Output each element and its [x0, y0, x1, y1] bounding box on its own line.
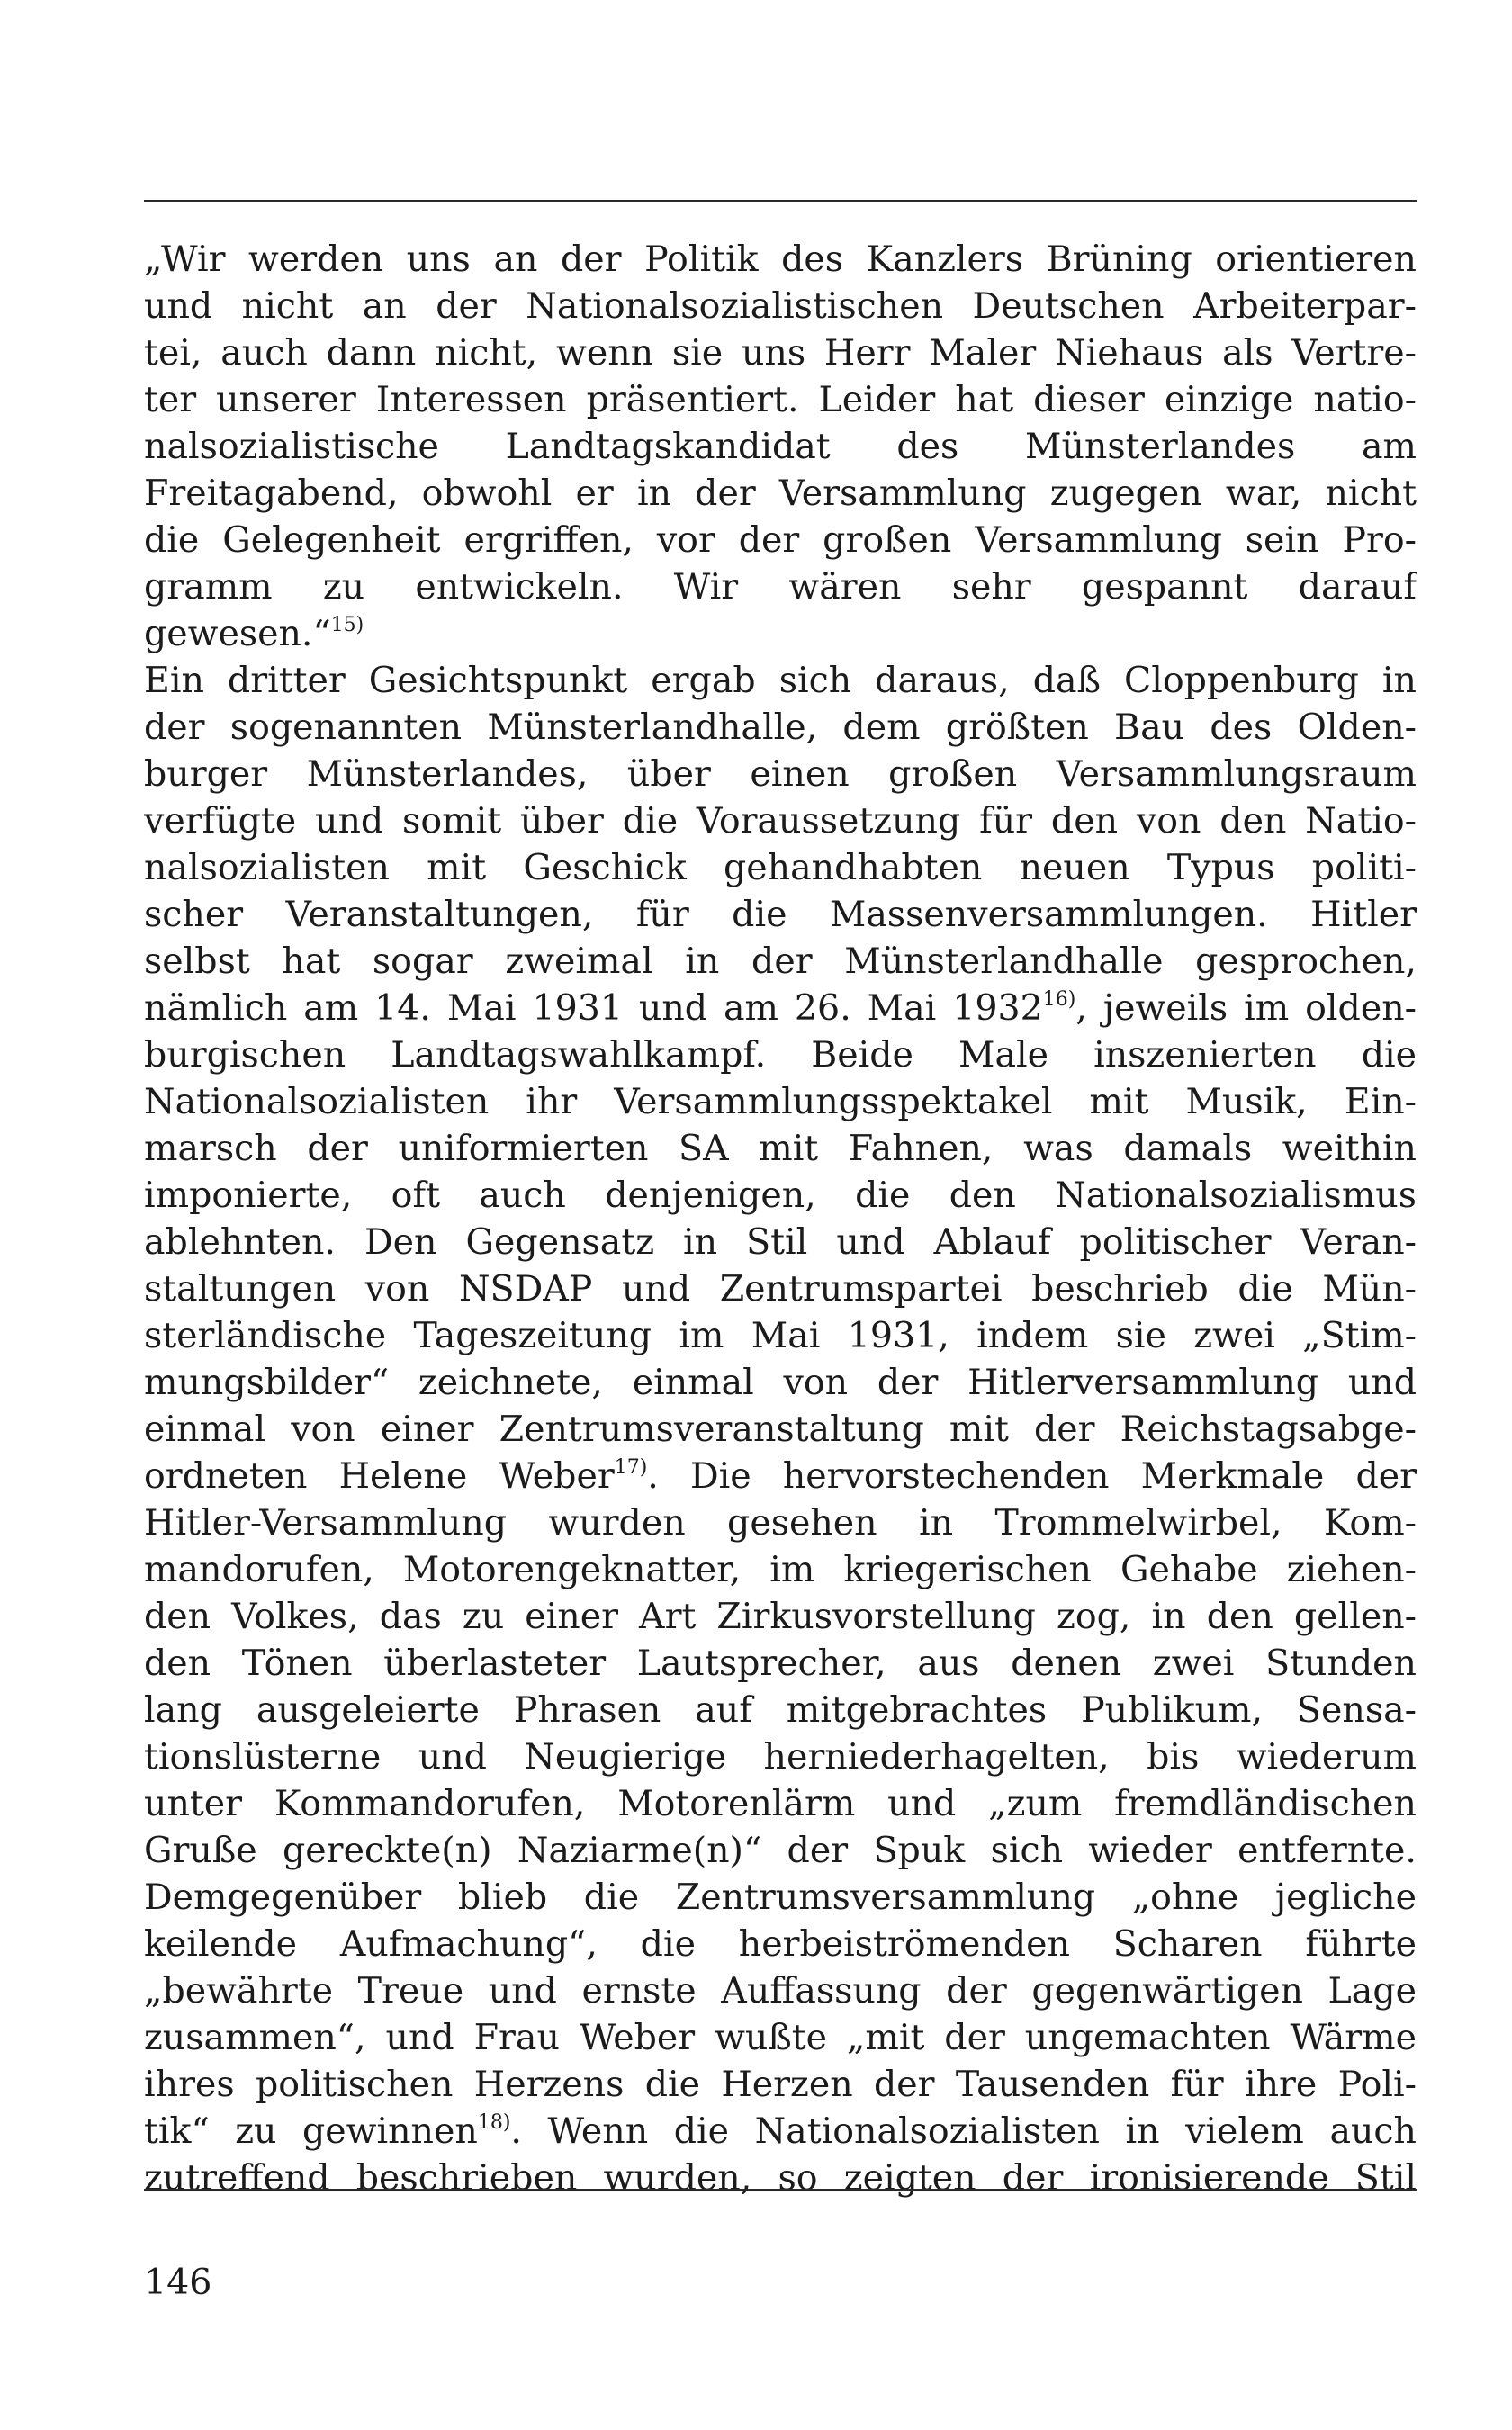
line-text-continued: . Die hervorstechenden Merkmale der [647, 1455, 1417, 1497]
text-line [144, 1733, 1417, 1780]
line-text: „bewährte Treue und ernste Auffassung der gegenwärtigen Lage [144, 1970, 1417, 2012]
text-line [144, 376, 1417, 423]
line-text: staltungen von NSDAP und Zentrumspartei beschrieb die Mün- [144, 1268, 1417, 1310]
line-text-continued: . Wenn die Nationalsozialisten in vielem auch [510, 2110, 1417, 2152]
line-text: scher Veranstaltungen, für die Massenversammlungen. Hitler [144, 894, 1417, 935]
line-text: sterländische Tageszeitung im Mai 1931, indem sie zwei „Stim- [144, 1315, 1417, 1356]
text-line [144, 1031, 1417, 1078]
text-line [144, 236, 1417, 283]
line-text: den Volkes, das zu einer Art Zirkusvorstellung zog, in den gellen- [144, 1596, 1417, 1637]
line-text: den Tönen überlasteter Lautsprecher, aus denen zwei Stunden [144, 1642, 1417, 1684]
line-text: ihres politischen Herzens die Herzen der Tausenden für ihre Poli- [144, 2064, 1417, 2105]
line-text: marsch der uniformierten SA mit Fahnen, was damals weithin [144, 1128, 1417, 1169]
line-text: die Gelegenheit ergriffen, vor der großen Versammlung sein Pro- [144, 519, 1417, 561]
text-line [144, 329, 1417, 376]
text-line [144, 1687, 1417, 1733]
text-line [144, 1406, 1417, 1453]
text-line [144, 844, 1417, 891]
line-text: imponierte, oft auch denjenigen, die den Nationalsozialismus [144, 1174, 1417, 1216]
line-text-continued: , jeweils im olden- [1076, 987, 1417, 1029]
top-rule [144, 200, 1417, 202]
text-line [144, 1453, 1417, 1499]
text-line [144, 423, 1417, 470]
text-line [144, 610, 1417, 657]
line-text: gramm zu entwickeln. Wir wären sehr gespannt darauf [144, 566, 1417, 608]
text-line [144, 1078, 1417, 1125]
text-line [144, 1125, 1417, 1172]
line-text: nalsozialisten mit Geschick gehandhabten neuen Typus politi- [144, 847, 1417, 888]
text-line [144, 1359, 1417, 1406]
text-line [144, 1312, 1417, 1359]
text-line [144, 1780, 1417, 1827]
text-line [144, 517, 1417, 563]
text-line [144, 1874, 1417, 1921]
text-line [144, 797, 1417, 844]
line-text: zutreffend beschrieben wurden, so zeigten der ironisierende Stil [144, 2157, 1417, 2199]
text-line [144, 1827, 1417, 1874]
line-text: Gruße gereckte(n) Naziarme(n)“ der Spuk sich wieder entfernte. [144, 1830, 1417, 1871]
line-text: tionslüsterne und Neugierige herniederhagelten, bis wiederum [144, 1736, 1417, 1778]
line-text: gewesen.“ [144, 613, 331, 654]
line-text: burgischen Landtagswahlkampf. Beide Male inszenierten die [144, 1034, 1417, 1076]
line-text: unter Kommandorufen, Motorenlärm und „zum fremdländischen [144, 1783, 1417, 1824]
line-text: selbst hat sogar zweimal in der Münsterlandhalle gesprochen, [144, 940, 1417, 982]
text-line [144, 1593, 1417, 1640]
text-line [144, 657, 1417, 704]
line-text: „Wir werden uns an der Politik des Kanzlers Brüning orientieren [144, 238, 1417, 280]
line-text: mungsbilder“ zeichnete, einmal von der Hitlerversammlung und [144, 1362, 1417, 1403]
line-text: zusammen“, und Frau Weber wußte „mit der ungemachten Wärme [144, 2017, 1417, 2058]
line-text: Demgegenüber blieb die Zentrumsversammlung „ohne jegliche [144, 1876, 1417, 1918]
text-line [144, 2061, 1417, 2108]
text-line [144, 2108, 1417, 2155]
bottom-rule [144, 2189, 1417, 2191]
text-line [144, 1921, 1417, 1967]
line-text: ter unserer Interessen präsentiert. Leider hat dieser einzige natio- [144, 379, 1417, 420]
text-line [144, 2014, 1417, 2061]
line-text: tik“ zu gewinnen [144, 2110, 478, 2152]
text-line [144, 283, 1417, 329]
footnote-marker: 16) [1042, 987, 1076, 1011]
line-text: tei, auch dann nicht, wenn sie uns Herr Maler Niehaus als Vertre- [144, 332, 1417, 374]
text-line [144, 1219, 1417, 1265]
line-text: nalsozialistische Landtagskandidat des Münsterlandes am [144, 426, 1417, 467]
line-text: keilende Aufmachung“, die herbeiströmenden Scharen führte [144, 1923, 1417, 1965]
line-text: ordneten Helene Weber [144, 1455, 615, 1497]
text-line [144, 1265, 1417, 1312]
text-line [144, 1967, 1417, 2014]
line-text: Nationalsozialisten ihr Versammlungsspektakel mit Musik, Ein- [144, 1081, 1417, 1122]
text-line [144, 1640, 1417, 1687]
text-line [144, 751, 1417, 797]
text-line [144, 1172, 1417, 1219]
text-line [144, 1546, 1417, 1593]
line-text: mandorufen, Motorengeknatter, im kriegerischen Gehabe ziehen- [144, 1549, 1417, 1590]
text-line [144, 938, 1417, 985]
line-text: lang ausgeleierte Phrasen auf mitgebrachtes Publikum, Sensa- [144, 1689, 1417, 1731]
page-number: 146 [144, 2262, 212, 2303]
line-text: Freitagabend, obwohl er in der Versammlung zugegen war, nicht [144, 472, 1417, 514]
text-line [144, 704, 1417, 751]
text-line [144, 470, 1417, 517]
text-line [144, 1499, 1417, 1546]
footnote-marker: 18) [477, 2110, 511, 2134]
footnote-marker: 17) [614, 1455, 648, 1479]
footnote-marker: 15) [330, 613, 364, 636]
line-text: der sogenannten Münsterlandhalle, dem größten Bau des Olden- [144, 706, 1417, 748]
text-line [144, 891, 1417, 938]
text-line [144, 563, 1417, 610]
text-line [144, 985, 1417, 1031]
line-text: verfügte und somit über die Voraussetzung für den von den Natio- [144, 800, 1417, 842]
body-text [144, 236, 1417, 2201]
line-text: und nicht an der Nationalsozialistischen Deutschen Arbeiterpar- [144, 285, 1417, 327]
line-text: ablehnten. Den Gegensatz in Stil und Ablauf politischer Veran- [144, 1221, 1417, 1263]
text-line [144, 2155, 1417, 2201]
line-text: Ein dritter Gesichtspunkt ergab sich daraus, daß Cloppenburg in [144, 660, 1417, 701]
line-text: Hitler-Versammlung wurden gesehen in Trommelwirbel, Kom- [144, 1502, 1417, 1544]
line-text: nämlich am 14. Mai 1931 und am 26. Mai 1932 [144, 987, 1043, 1029]
line-text: burger Münsterlandes, über einen großen Versammlungsraum [144, 753, 1417, 795]
line-text: einmal von einer Zentrumsveranstaltung mit der Reichstagsabge- [144, 1408, 1417, 1450]
